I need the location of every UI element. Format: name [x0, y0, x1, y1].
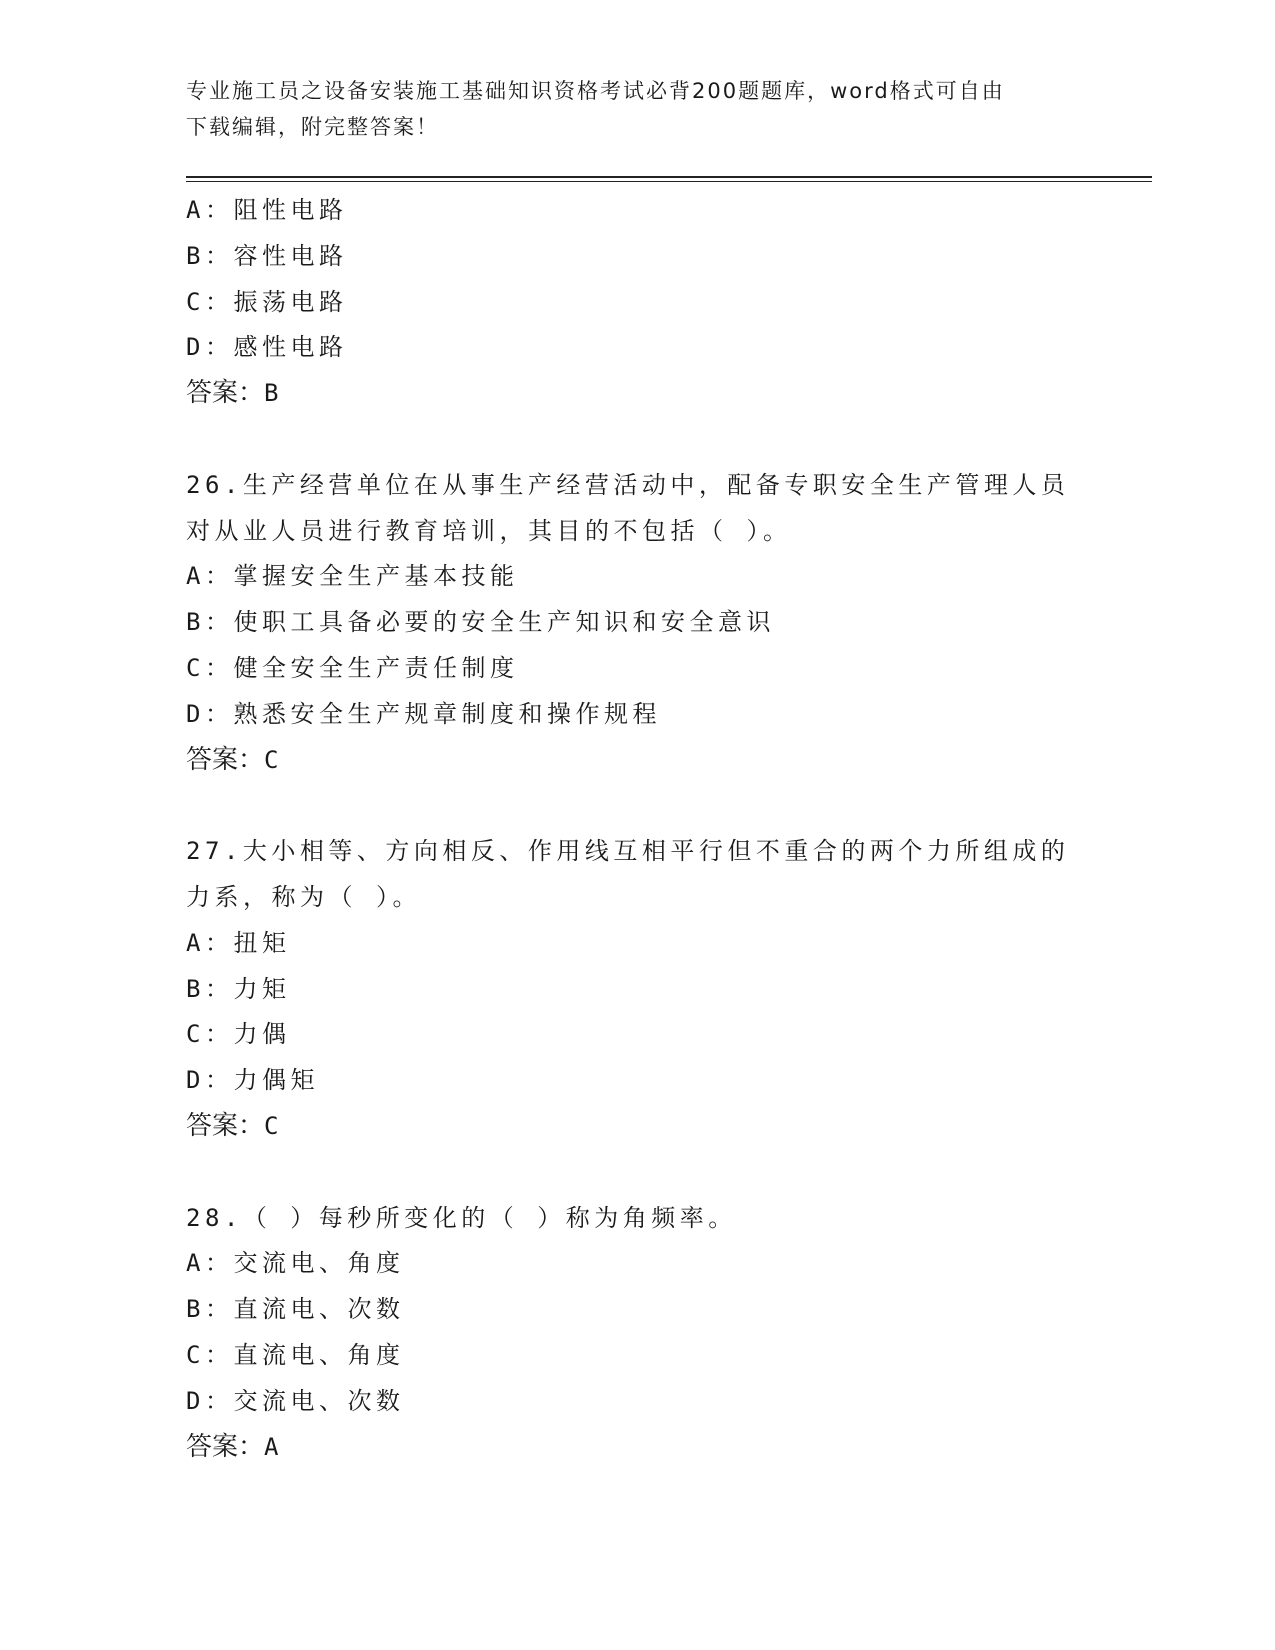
- document-header: [186, 73, 1066, 145]
- question-stem-line-1: 26.生产经营单位在从事生产经营活动中，配备专职安全生产管理人员: [186, 470, 1070, 499]
- option-c: C：振荡电路: [186, 287, 348, 316]
- answer: [186, 1104, 1086, 1150]
- question-stem-line-2: 对从业人员进行教育培训，其目的不包括（ ）。: [186, 516, 792, 545]
- answer-value: C: [264, 745, 279, 774]
- answer: [186, 371, 1086, 417]
- option-a: A：掌握安全生产基本技能: [186, 562, 519, 591]
- option-d: D：感性电路: [186, 333, 348, 362]
- question-27: [186, 829, 1086, 1150]
- option-a: A：扭矩: [186, 928, 291, 957]
- answer: [186, 738, 1086, 784]
- question-list: [186, 188, 1086, 1470]
- answer-value: B: [264, 379, 279, 408]
- answer-label: 答案：: [186, 1110, 265, 1141]
- question-spacer: [186, 417, 1086, 463]
- question-stem-line-2: 力系，称为（ ）。: [186, 882, 421, 911]
- answer-label: 答案：: [186, 744, 265, 775]
- option-a: A：阻性电路: [186, 196, 348, 224]
- header-title-line-2: 下载编辑，附完整答案！: [186, 115, 439, 139]
- answer-label: 答案：: [186, 378, 265, 409]
- question-28: [186, 1196, 1086, 1471]
- question-spacer: [186, 783, 1086, 829]
- answer-label: 答案：: [186, 1431, 265, 1462]
- header-divider-thick: [186, 176, 1152, 178]
- header-title-line-1: 专业施工员之设备安装施工基础知识资格考试必背200题题库，word格式可自由: [186, 79, 1005, 103]
- answer-value: C: [264, 1111, 279, 1140]
- question-spacer: [186, 1150, 1086, 1196]
- option-b: B：直流电、次数: [186, 1295, 405, 1324]
- option-b: B：容性电路: [186, 241, 348, 270]
- question-25: [186, 188, 1086, 417]
- header-divider-thin: [186, 181, 1152, 182]
- option-b: B：使职工具备必要的安全生产知识和安全意识: [186, 608, 775, 637]
- answer: [186, 1425, 1086, 1471]
- answer-value: A: [264, 1432, 279, 1461]
- option-c: C：健全安全生产责任制度: [186, 653, 519, 682]
- question-26: [186, 463, 1086, 784]
- option-c: C：力偶: [186, 1020, 291, 1049]
- option-d: D：熟悉安全生产规章制度和操作规程: [186, 699, 661, 728]
- option-c: C：直流电、角度: [186, 1340, 405, 1369]
- option-a: A：交流电、角度: [186, 1249, 405, 1278]
- question-stem-line-1: 27.大小相等、方向相反、作用线互相平行但不重合的两个力所组成的: [186, 837, 1070, 866]
- option-d: D：力偶矩: [186, 1066, 319, 1095]
- question-stem-line-1: 28.（ ）每秒所变化的（ ）称为角频率。: [186, 1203, 737, 1232]
- option-b: B：力矩: [186, 974, 291, 1003]
- option-d: D：交流电、次数: [186, 1386, 405, 1415]
